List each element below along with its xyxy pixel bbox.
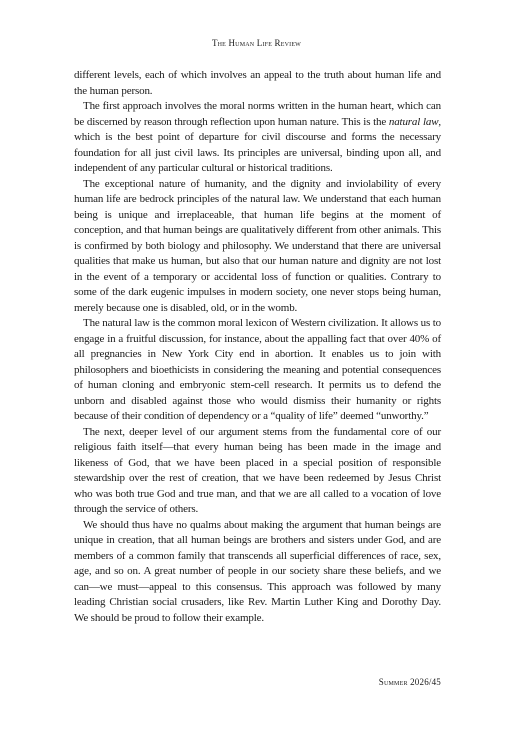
running-header: The Human Life Review: [211, 38, 302, 48]
page-folio: Summer 2026/45: [378, 677, 441, 687]
paragraph-text: The first approach involves the moral norms written in the human heart, which can be discerned by reason through reflection upon human nature. This is the: [74, 100, 441, 128]
paragraph-moral-lexicon: The natural law is the common moral lexicon of Western civilization. It allows us to engage in a fruitful discussion, for instance, about the appalling fact that over 40% of all pregnancies in New York City end in abortion. It enables us to join with philosophers and bioethicists in considering the meaning and potential consequences of human cloning and embryonic stem-cell research. It permits us to defend the unborn and disabled against those who would dismiss their humanity or rights because of their condition of dependency or a “quality of life” deemed “unworthy.”: [74, 317, 441, 422]
paragraph-qualms: We should thus have no qualms about making the argument that human beings are unique in creation, that all human beings are brothers and sisters under God, and are members of a common family that transcends all superficial differences of race, sex, age, and so on. A great number of people in our society share these beliefs, and we can—we must—appeal to this consensus. This approach was followed by many leading Christian social crusaders, like Rev. Martin Luther King and Dorothy Day. We should be proud to follow their example.: [74, 518, 441, 624]
article-body: [74, 68, 441, 626]
paragraph-text: , which is the best point of departure for civil discourse and forms the necessary foundation for all just civil laws. Its principles are universal, binding upon all, and independent of any particular cultural or historical traditions.: [74, 115, 441, 174]
emphasis-natural-law: natural law: [388, 115, 439, 128]
paragraph-religious-faith: The next, deeper level of our argument stems from the fundamental core of our religious faith itself—that every human being has been made in the image and likeness of God, that we have been placed in a special position of responsible stewardship over the rest of creation, that we have been redeemed by Jesus Christ who was both true God and true man, and that we are all called to a vocation of love through the service of others.: [74, 425, 441, 515]
paragraph-natural-law-intro: [74, 99, 441, 177]
paragraph-exceptional-nature: The exceptional nature of humanity, and the dignity and inviolability of every human life are bedrock principles of the natural law. We understand that each human being is unique and irreplaceable, that human life begins at the moment of conception, and that human beings are qualitatively different from other animals. This is confirmed by both biology and philosophy. We understand that there are universal qualities that make us human, but also that our human nature and dignity are not lost in the event of a temporary or accidental loss of function or qualities. Contrary to some of the dark eugenic impulses in modern society, one never stops being human, merely because one is disabled, old, or in the womb.: [74, 177, 441, 314]
paragraph-continuation: different levels, each of which involves an appeal to the truth about human life and the human person.: [74, 69, 441, 97]
